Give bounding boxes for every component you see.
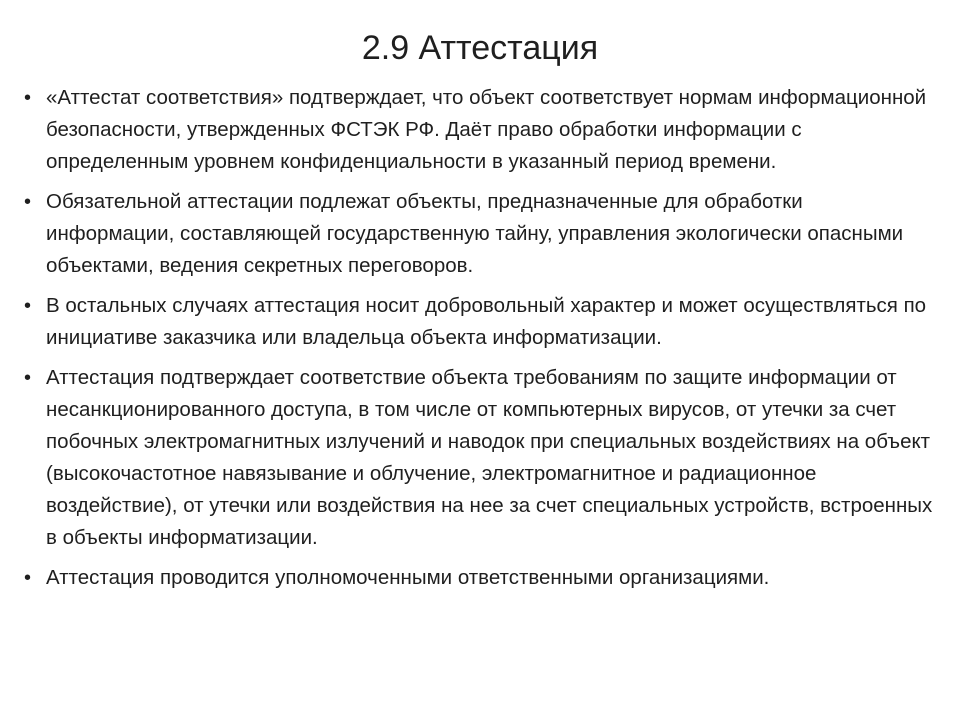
bullet-item — [24, 82, 936, 178]
bullet-item — [24, 562, 936, 594]
bullet-dot-icon: • — [24, 295, 32, 317]
bullet-dot-icon: • — [24, 87, 32, 109]
bullet-dot-icon: • — [24, 191, 32, 213]
bullet-text: Аттестация проводится уполномоченными ответственными организациями. — [46, 566, 770, 589]
bullet-text: Обязательной аттестации подлежат объекты, предназначенные для обработки информации, составляющей государственную тайну, управления экологически опасными объектами, ведения секретных переговоров. — [46, 190, 904, 277]
bullet-text: «Аттестат соответствия» подтверждает, что объект соответствует нормам информационной безопасности, утвержденных ФСТЭК РФ. Даёт право обработки информации с определенным уровнем конфиденциальности в указанный период времени. — [46, 86, 927, 173]
bullet-text: Аттестация подтверждает соответствие объекта требованиям по защите информации от несанкционированного доступа, в том числе от компьютерных вирусов, от утечки за счет побочных электромагнитных излучений и наводок при специальных воздействиях на объект (высокочастотное навязывание и облучение, электромагнитное и радиационное воздействие), от утечки или воздействия на нее за счет специальных устройств, встроенных в объекты информатизации. — [46, 366, 933, 549]
bullet-item — [24, 186, 936, 282]
bullet-dot-icon: • — [24, 567, 32, 589]
bullet-text: В остальных случаях аттестация носит добровольный характер и может осуществляться по инициативе заказчика или владельца объекта информатизации. — [46, 294, 927, 349]
slide-title: 2.9 Аттестация — [361, 29, 599, 67]
bullet-item — [24, 290, 936, 354]
bullet-item — [24, 362, 936, 554]
bullet-list — [24, 82, 936, 602]
bullet-dot-icon: • — [24, 367, 32, 389]
